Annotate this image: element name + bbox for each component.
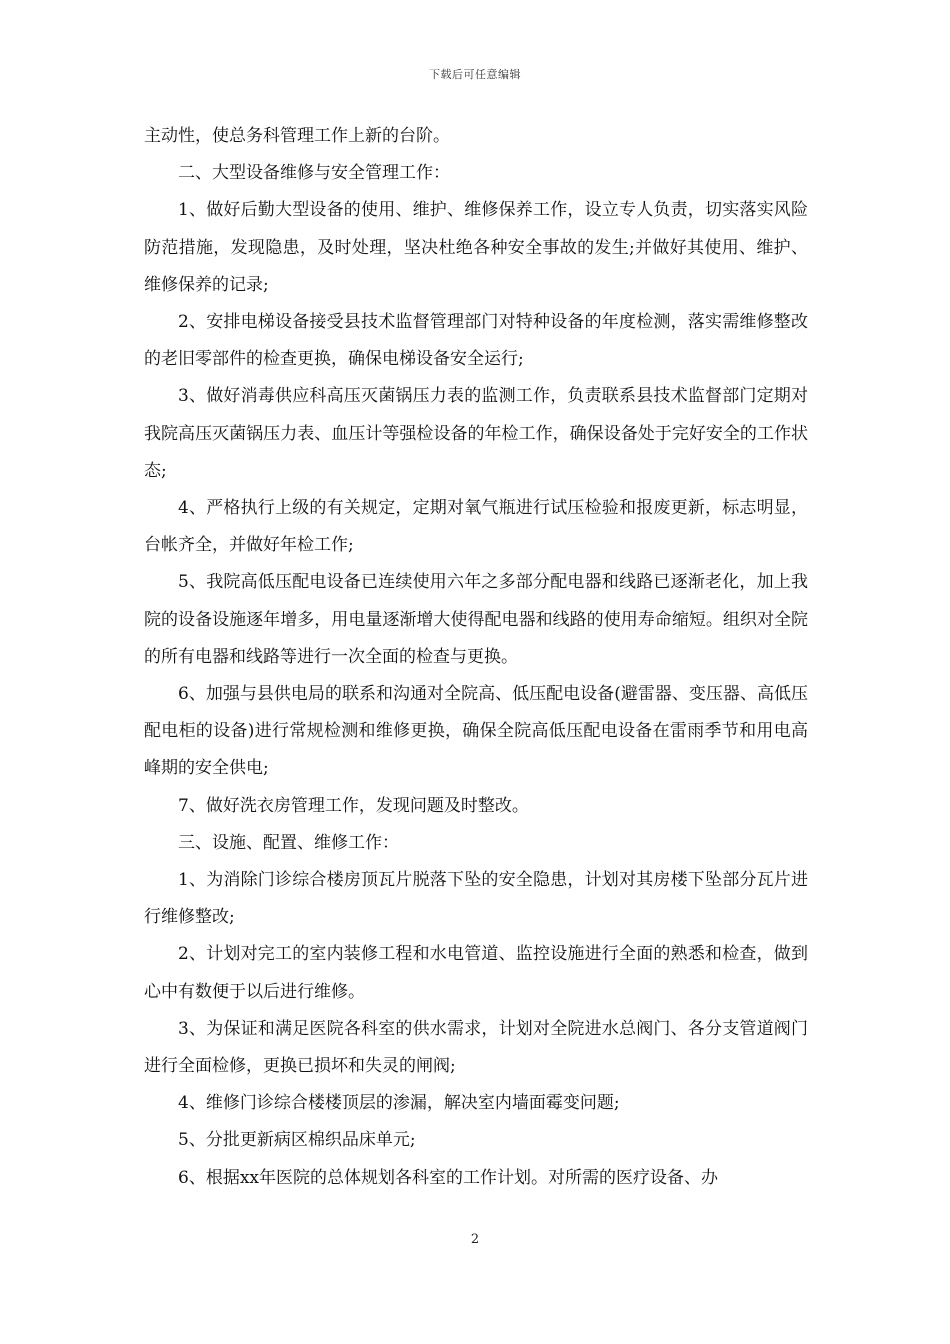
paragraph: 2、计划对完工的室内装修工程和水电管道、监控设施进行全面的熟悉和检查，做到心中有数便于以后进行维修。 — [144, 944, 808, 1002]
paragraph: 4、维修门诊综合楼楼顶层的渗漏，解决室内墙面霉变问题; — [178, 1093, 620, 1114]
paragraph: 5、分批更新病区棉织品床单元; — [178, 1130, 416, 1151]
paragraph: 7、做好洗衣房管理工作，发现问题及时整改。 — [178, 795, 529, 816]
document-body — [144, 118, 808, 1197]
paragraph: 三、设施、配置、维修工作： — [178, 832, 399, 853]
page-number: 2 — [470, 1232, 480, 1247]
paragraph: 2、安排电梯设备接受县技术监督管理部门对特种设备的年度检测，落实需维修整改的老旧零部件的检查更换，确保电梯设备安全运行; — [144, 312, 808, 370]
page-header-note: 下载后可任意编辑 — [429, 68, 521, 81]
paragraph: 二、大型设备维修与安全管理工作： — [178, 163, 450, 184]
paragraph: 6、加强与县供电局的联系和沟通对全院高、低压配电设备(避雷器、变压器、高低压配电柜的设备)进行常规检测和维修更换，确保全院高低压配电设备在雷雨季节和用电高峰期的安全供电; — [144, 684, 808, 779]
paragraph: 1、为消除门诊综合楼房顶瓦片脱落下坠的安全隐患，计划对其房楼下坠部分瓦片进行维修整改; — [144, 870, 808, 928]
paragraph: 4、严格执行上级的有关规定，定期对氧气瓶进行试压检验和报废更新，标志明显，台帐齐全，并做好年检工作; — [144, 498, 808, 556]
paragraph: 主动性，使总务科管理工作上新的台阶。 — [144, 126, 450, 146]
paragraph: 1、做好后勤大型设备的使用、维护、维修保养工作，设立专人负责，切实落实风险防范措施，发现隐患，及时处理，坚决杜绝各种安全事故的发生;并做好其使用、维护、维修保养的记录; — [144, 200, 808, 295]
paragraph: 3、做好消毒供应科高压灭菌锅压力表的监测工作，负责联系县技术监督部门定期对我院高压灭菌锅压力表、血压计等强检设备的年检工作，确保设备处于完好安全的工作状态; — [144, 386, 808, 481]
paragraph: 6、根据xx年医院的总体规划各科室的工作计划。对所需的医疗设备、办 — [178, 1167, 718, 1188]
paragraph: 5、我院高低压配电设备已连续使用六年之多部分配电器和线路已逐渐老化，加上我院的设备设施逐年增多，用电量逐渐增大使得配电器和线路的使用寿命缩短。组织对全院的所有电器和线路等进行一次全面的检查与更换。 — [144, 572, 808, 667]
paragraph: 3、为保证和满足医院各科室的供水需求，计划对全院进水总阀门、各分支管道阀门进行全面检修，更换已损坏和失灵的闸阀; — [144, 1018, 808, 1077]
